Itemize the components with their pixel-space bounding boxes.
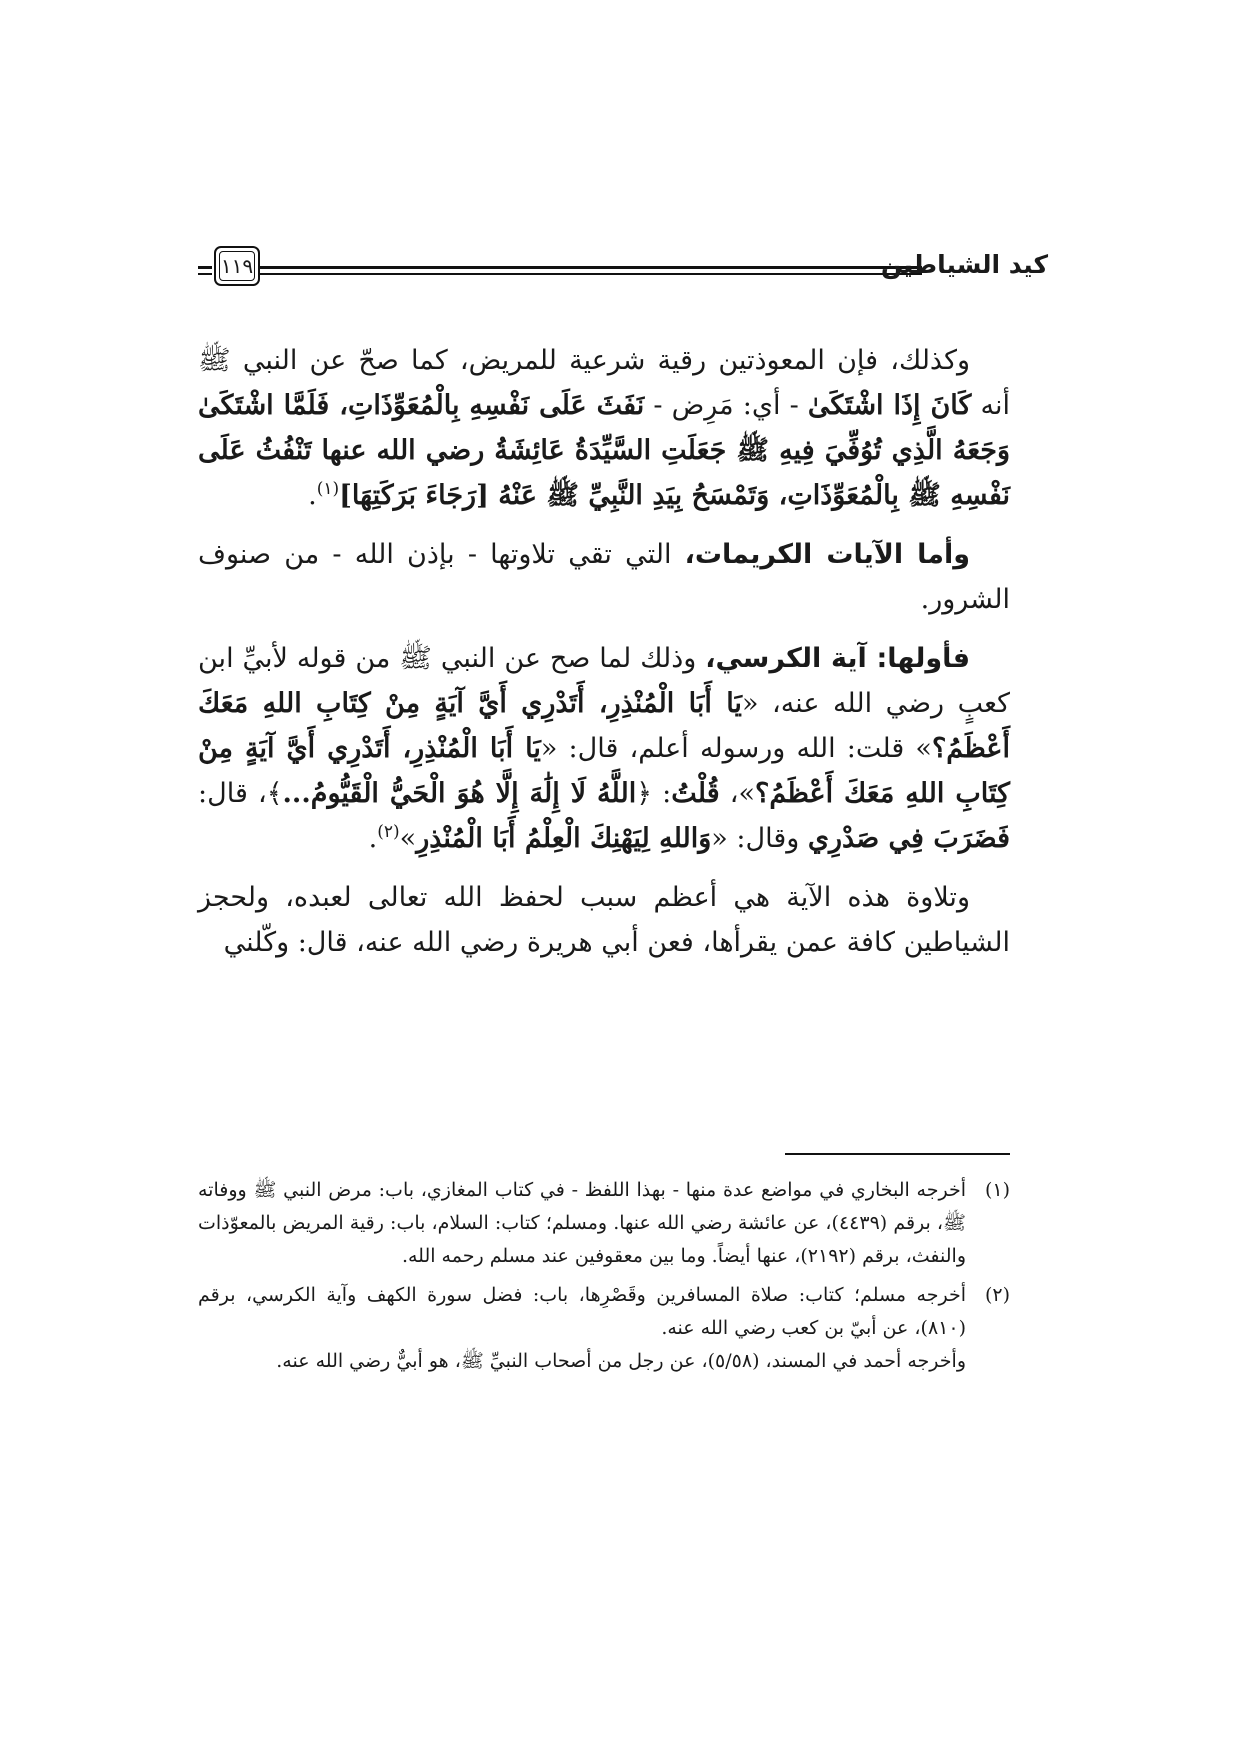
paragraph-1 [198,338,1010,518]
text-run: . [308,480,317,511]
header-rule-left [198,266,212,275]
page-number: ١١٩ [220,254,254,278]
hadith-text: يَا أَبَا الْمُنْذِرِ، أَتَدْرِي أَيَّ آيَةٍ مِنْ كِتَابِ اللهِ مَعَكَ أَعْظَمُ؟ [198,688,1011,764]
text-run: . [368,823,378,854]
footnote-separator [785,1153,1010,1155]
footnote-number: (١) [984,1179,1010,1201]
footnote-line: أخرجه البخاري في مواضع عدة منها - بهذا اللفظ - في كتاب المغازي، باب: مرض النبي ﷺ ووفاته ﷺ، برقم (٤٤٣٩)، عن عائشة رضي الله عنها. ومسلم؛ كتاب: السلام، باب: رقية المريض بالمعوّذات والنفث، برقم (٢١٩٢)، عنها أيضاً. وما بين معقوفين عند مسلم رحمه الله. [198,1179,966,1267]
paragraph-3 [198,636,1010,861]
text-run: وتلاوة هذه الآية هي أعظم سبب لحفظ الله تعالى لعبده، ولحجز الشياطين كافة عمن يقرأها، فعن أبي هريرة رضي الله عنه، قال: وكّلني [198,882,1010,958]
footnote-number: (٢) [984,1284,1010,1306]
footnote-ref-1[interactable]: (١) [316,479,340,499]
footnote-line: أخرجه مسلم؛ كتاب: صلاة المسافرين وقَصْرِها، باب: فضل سورة الكهف وآية الكرسي، برقم (٨١٠)، عن أبيّ بن كعب رضي الله عنه. [198,1284,966,1339]
text-run: وذلك لما صح عن النبي ﷺ من قوله لأبيِّ ابن كعبٍ رضي الله عنه، « [198,643,1010,719]
text-run: وقال: « [711,823,808,854]
footnotes [198,1174,1010,1384]
section-lead: وأما الآيات الكريمات، [684,539,970,570]
footnote-1 [198,1174,1010,1273]
text-run: التي تقي تلاوتها - بإذن الله - من صنوف الشرور. [198,539,1010,615]
hadith-text: يَا أَبَا الْمُنْذِرِ، أَتَدْرِي أَيَّ آيَةٍ مِنْ كِتَابِ اللهِ مَعَكَ أَعْظَمُ؟ [198,733,1010,809]
hadith-text: فَضَرَبَ فِي صَدْرِي [807,823,1010,854]
page-number-badge [214,246,260,286]
paragraph-2 [198,532,1010,622]
text-run: - أي: مَرِض - [644,390,808,421]
hadith-text: وَاللهِ لِيَهْنِكَ الْعِلْمُ أَبَا الْمُنْذِرِ [416,823,712,854]
text-run: » قلت: الله ورسوله أعلم، قال: « [540,733,932,764]
footnote-text [198,1279,966,1378]
main-text [198,338,1010,979]
text-run: » [399,823,417,854]
running-header [198,244,1048,296]
text-run: وكذلك، فإن المعوذتين رقية شرعية للمريض، كما صحّ عن النبي ﷺ أنه [198,345,1011,421]
text-run: »، [719,778,756,809]
footnote-2 [198,1279,1010,1378]
book-title: كيد الشياطين [880,250,1048,279]
text-run: ﴾، قال: [198,778,283,809]
hadith-text: كَانَ إِذَا اشْتَكَىٰ [807,390,972,421]
hadith-text: نَفَثَ عَلَى نَفْسِهِ بِالْمُعَوِّذَاتِ، فَلَمَّا اشْتَكَىٰ وَجَعَهُ الَّذِي تُوُفِّيَ فِيهِ ﷺ جَعَلَتِ السَّيِّدَةُ عَائِشَةُ رضي الله عنها تَنْفُثُ عَلَى نَفْسِهِ ﷺ بِالْمُعَوِّذَاتِ، وَتَمْسَحُ بِيَدِ النَّبِيِّ ﷺ عَنْهُ [رَجَاءَ بَرَكَتِهَا] [198,390,1010,511]
hadith-text: قُلْتُ [671,778,720,809]
quran-verse: اللَّهُ لَا إِلَٰهَ إِلَّا هُوَ الْحَيُّ الْقَيُّومُ... [282,778,637,809]
footnote-text [198,1174,966,1273]
footnote-line: وأخرجه أحمد في المسند، (٥/٥٨)، عن رجل من أصحاب النبيِّ ﷺ، هو أبيٌّ رضي الله عنه. [276,1350,966,1372]
header-rule [260,266,922,275]
text-run: : ﴿ [636,778,672,809]
section-lead: فأولها: آية الكرسي، [705,643,970,674]
footnote-ref-2[interactable]: (٢) [377,822,400,842]
paragraph-4 [198,875,1010,965]
